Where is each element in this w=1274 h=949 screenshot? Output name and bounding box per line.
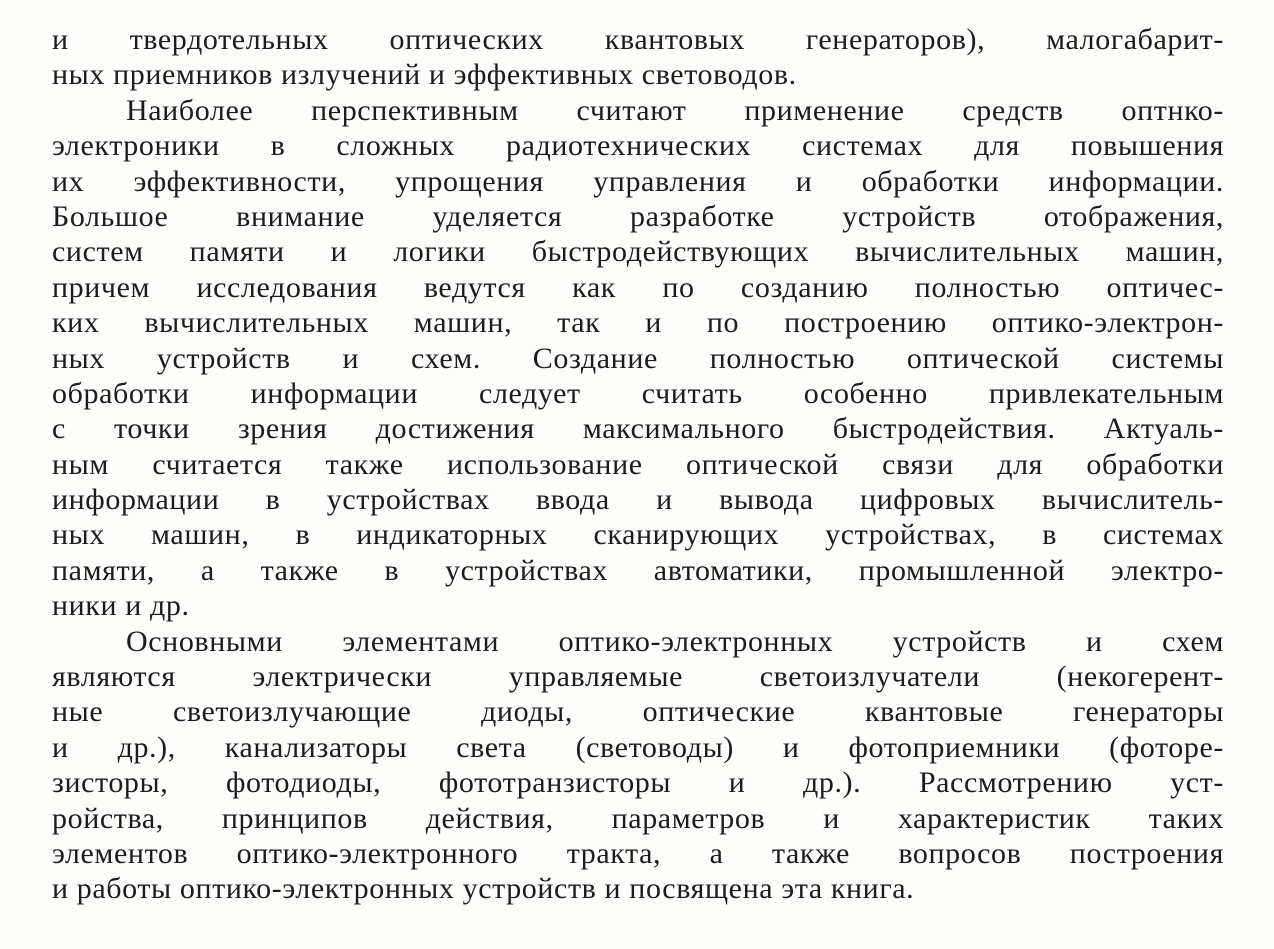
- paragraph: [52, 22, 1224, 93]
- text-line: их эффективности, упрощения управления и обработки информации.: [52, 164, 1224, 198]
- text-line: ные светоизлучающие диоды, оптические квантовые генераторы: [52, 695, 1224, 729]
- text-line: с точки зрения достижения максимального быстродействия. Актуаль-: [52, 412, 1224, 446]
- text-line: и работы оптико-электронных устройств и посвящена эта книга.: [52, 872, 915, 906]
- text-line: причем исследования ведутся как по созданию полностью оптичес-: [52, 270, 1224, 304]
- text-line: ных устройств и схем. Создание полностью оптической системы: [52, 341, 1224, 375]
- text-line: информации в устройствах ввода и вывода цифровых вычислитель-: [52, 483, 1224, 517]
- text-line: и др.), канализаторы света (световоды) и фотоприемники (фоторе-: [52, 730, 1224, 764]
- text-line: памяти, а также в устройствах автоматики, промышленной электро-: [52, 553, 1224, 587]
- text-line: являются электрически управляемые светоизлучатели (некогерент-: [52, 660, 1224, 694]
- text-line: систем памяти и логики быстродействующих вычислительных машин,: [52, 235, 1224, 269]
- text-line: Наиболее перспективным считают применение средств оптнко-: [126, 93, 1224, 127]
- text-line: обработки информации следует считать особенно привлекательным: [52, 376, 1224, 410]
- text-line: ройства, принципов действия, параметров и характеристик таких: [52, 801, 1224, 835]
- text-line: электроники в сложных радиотехнических системах для повышения: [52, 129, 1224, 163]
- text-line: Большое внимание уделяется разработке устройств отображения,: [52, 199, 1224, 233]
- text-line: зисторы, фотодиоды, фототранзисторы и др.). Рассмотрению уст-: [52, 766, 1224, 800]
- book-page-text: [52, 22, 1224, 907]
- text-line: ники и др.: [52, 589, 190, 623]
- paragraph: [52, 93, 1224, 624]
- text-line: ным считается также использование оптической связи для обработки: [52, 447, 1224, 481]
- text-line: ных приемников излучений и эффективных световодов.: [52, 58, 797, 92]
- text-line: ных машин, в индикаторных сканирующих устройствах, в системах: [52, 518, 1224, 552]
- paragraph: [52, 624, 1224, 907]
- text-line: Основными элементами оптико-электронных устройств и схем: [126, 624, 1224, 658]
- text-line: и твердотельных оптических квантовых генераторов), малогабарит-: [52, 23, 1224, 56]
- text-line: ких вычислительных машин, так и по построению оптико-электрон-: [52, 306, 1224, 340]
- text-line: элементов оптико-электронного тракта, а также вопросов построения: [52, 836, 1224, 870]
